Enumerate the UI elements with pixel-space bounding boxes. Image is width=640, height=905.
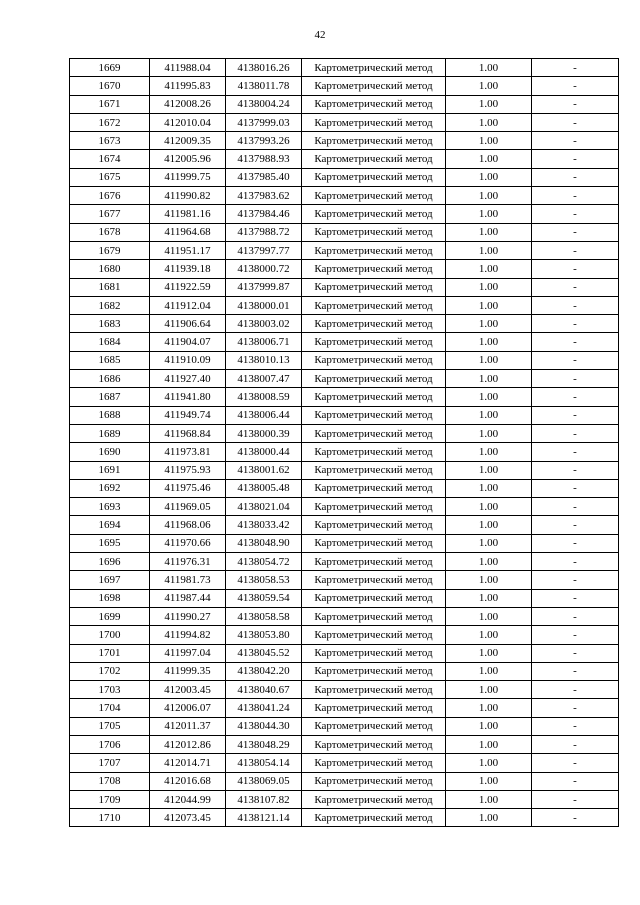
- y-coordinate-cell: 4137993.26: [226, 132, 302, 150]
- method-cell: Картометрический метод: [302, 351, 446, 369]
- x-coordinate-cell: 411981.73: [150, 571, 226, 589]
- method-cell: Картометрический метод: [302, 735, 446, 753]
- table-row: [70, 59, 619, 77]
- x-coordinate-cell: 411990.27: [150, 607, 226, 625]
- point-number-cell: 1687: [70, 388, 150, 406]
- y-coordinate-cell: 4137988.72: [226, 223, 302, 241]
- point-number-cell: 1675: [70, 168, 150, 186]
- method-cell: Картометрический метод: [302, 241, 446, 259]
- x-coordinate-cell: 411904.07: [150, 333, 226, 351]
- point-number-cell: 1693: [70, 498, 150, 516]
- note-cell: -: [532, 461, 619, 479]
- precision-cell: 1.00: [446, 296, 532, 314]
- point-number-cell: 1689: [70, 424, 150, 442]
- method-cell: Картометрический метод: [302, 315, 446, 333]
- y-coordinate-cell: 4138010.13: [226, 351, 302, 369]
- note-cell: -: [532, 351, 619, 369]
- note-cell: -: [532, 113, 619, 131]
- point-number-cell: 1705: [70, 717, 150, 735]
- precision-cell: 1.00: [446, 168, 532, 186]
- note-cell: -: [532, 278, 619, 296]
- x-coordinate-cell: 411927.40: [150, 370, 226, 388]
- table-row: [70, 241, 619, 259]
- precision-cell: 1.00: [446, 772, 532, 790]
- table-row: [70, 644, 619, 662]
- method-cell: Картометрический метод: [302, 77, 446, 95]
- note-cell: -: [532, 296, 619, 314]
- note-cell: -: [532, 424, 619, 442]
- point-number-cell: 1677: [70, 205, 150, 223]
- x-coordinate-cell: 412003.45: [150, 681, 226, 699]
- point-number-cell: 1679: [70, 241, 150, 259]
- table-row: [70, 223, 619, 241]
- y-coordinate-cell: 4138042.20: [226, 662, 302, 680]
- table-row: [70, 315, 619, 333]
- point-number-cell: 1701: [70, 644, 150, 662]
- x-coordinate-cell: 412008.26: [150, 95, 226, 113]
- table-row: [70, 351, 619, 369]
- x-coordinate-cell: 411973.81: [150, 443, 226, 461]
- note-cell: -: [532, 626, 619, 644]
- y-coordinate-cell: 4138121.14: [226, 809, 302, 827]
- method-cell: Картометрический метод: [302, 59, 446, 77]
- method-cell: Картометрический метод: [302, 406, 446, 424]
- table-row: [70, 571, 619, 589]
- note-cell: -: [532, 59, 619, 77]
- point-number-cell: 1700: [70, 626, 150, 644]
- precision-cell: 1.00: [446, 754, 532, 772]
- note-cell: -: [532, 754, 619, 772]
- x-coordinate-cell: 412012.86: [150, 735, 226, 753]
- x-coordinate-cell: 412073.45: [150, 809, 226, 827]
- precision-cell: 1.00: [446, 260, 532, 278]
- table-row: [70, 333, 619, 351]
- x-coordinate-cell: 411975.93: [150, 461, 226, 479]
- point-number-cell: 1670: [70, 77, 150, 95]
- y-coordinate-cell: 4138000.44: [226, 443, 302, 461]
- x-coordinate-cell: 411951.17: [150, 241, 226, 259]
- x-coordinate-cell: 412011.37: [150, 717, 226, 735]
- note-cell: -: [532, 571, 619, 589]
- x-coordinate-cell: 411976.31: [150, 553, 226, 571]
- y-coordinate-cell: 4138006.71: [226, 333, 302, 351]
- method-cell: Картометрический метод: [302, 333, 446, 351]
- y-coordinate-cell: 4138054.14: [226, 754, 302, 772]
- point-number-cell: 1699: [70, 607, 150, 625]
- point-number-cell: 1686: [70, 370, 150, 388]
- point-number-cell: 1672: [70, 113, 150, 131]
- note-cell: -: [532, 790, 619, 808]
- y-coordinate-cell: 4138000.72: [226, 260, 302, 278]
- note-cell: -: [532, 443, 619, 461]
- note-cell: -: [532, 77, 619, 95]
- y-coordinate-cell: 4138006.44: [226, 406, 302, 424]
- point-number-cell: 1676: [70, 187, 150, 205]
- y-coordinate-cell: 4138059.54: [226, 589, 302, 607]
- method-cell: Картометрический метод: [302, 424, 446, 442]
- table-row: [70, 589, 619, 607]
- note-cell: -: [532, 772, 619, 790]
- y-coordinate-cell: 4138000.01: [226, 296, 302, 314]
- method-cell: Картометрический метод: [302, 278, 446, 296]
- x-coordinate-cell: 411912.04: [150, 296, 226, 314]
- y-coordinate-cell: 4138004.24: [226, 95, 302, 113]
- precision-cell: 1.00: [446, 388, 532, 406]
- method-cell: Картометрический метод: [302, 223, 446, 241]
- method-cell: Картометрический метод: [302, 132, 446, 150]
- precision-cell: 1.00: [446, 241, 532, 259]
- x-coordinate-cell: 411981.16: [150, 205, 226, 223]
- table-row: [70, 626, 619, 644]
- precision-cell: 1.00: [446, 150, 532, 168]
- point-number-cell: 1684: [70, 333, 150, 351]
- method-cell: Картометрический метод: [302, 370, 446, 388]
- table-row: [70, 461, 619, 479]
- note-cell: -: [532, 735, 619, 753]
- x-coordinate-cell: 411990.82: [150, 187, 226, 205]
- coordinates-table: [69, 58, 619, 827]
- method-cell: Картометрический метод: [302, 681, 446, 699]
- point-number-cell: 1692: [70, 479, 150, 497]
- point-number-cell: 1669: [70, 59, 150, 77]
- point-number-cell: 1680: [70, 260, 150, 278]
- table-row: [70, 168, 619, 186]
- x-coordinate-cell: 412010.04: [150, 113, 226, 131]
- precision-cell: 1.00: [446, 735, 532, 753]
- note-cell: -: [532, 241, 619, 259]
- table-row: [70, 150, 619, 168]
- y-coordinate-cell: 4137984.46: [226, 205, 302, 223]
- precision-cell: 1.00: [446, 443, 532, 461]
- precision-cell: 1.00: [446, 59, 532, 77]
- method-cell: Картометрический метод: [302, 113, 446, 131]
- y-coordinate-cell: 4138048.29: [226, 735, 302, 753]
- precision-cell: 1.00: [446, 315, 532, 333]
- x-coordinate-cell: 411949.74: [150, 406, 226, 424]
- x-coordinate-cell: 412014.71: [150, 754, 226, 772]
- note-cell: -: [532, 95, 619, 113]
- x-coordinate-cell: 411968.84: [150, 424, 226, 442]
- point-number-cell: 1709: [70, 790, 150, 808]
- note-cell: -: [532, 553, 619, 571]
- x-coordinate-cell: 411995.83: [150, 77, 226, 95]
- precision-cell: 1.00: [446, 461, 532, 479]
- table-row: [70, 388, 619, 406]
- point-number-cell: 1673: [70, 132, 150, 150]
- y-coordinate-cell: 4138069.05: [226, 772, 302, 790]
- point-number-cell: 1678: [70, 223, 150, 241]
- method-cell: Картометрический метод: [302, 644, 446, 662]
- note-cell: -: [532, 644, 619, 662]
- point-number-cell: 1698: [70, 589, 150, 607]
- method-cell: Картометрический метод: [302, 699, 446, 717]
- method-cell: Картометрический метод: [302, 498, 446, 516]
- method-cell: Картометрический метод: [302, 571, 446, 589]
- table-row: [70, 516, 619, 534]
- table-row: [70, 205, 619, 223]
- table-row: [70, 662, 619, 680]
- precision-cell: 1.00: [446, 534, 532, 552]
- x-coordinate-cell: 411988.04: [150, 59, 226, 77]
- x-coordinate-cell: 411970.66: [150, 534, 226, 552]
- precision-cell: 1.00: [446, 717, 532, 735]
- precision-cell: 1.00: [446, 205, 532, 223]
- y-coordinate-cell: 4138033.42: [226, 516, 302, 534]
- x-coordinate-cell: 411941.80: [150, 388, 226, 406]
- note-cell: -: [532, 479, 619, 497]
- precision-cell: 1.00: [446, 77, 532, 95]
- x-coordinate-cell: 411969.05: [150, 498, 226, 516]
- y-coordinate-cell: 4138016.26: [226, 59, 302, 77]
- coordinates-table-body: [70, 59, 619, 827]
- method-cell: Картометрический метод: [302, 626, 446, 644]
- note-cell: -: [532, 260, 619, 278]
- table-row: [70, 77, 619, 95]
- table-row: [70, 187, 619, 205]
- note-cell: -: [532, 168, 619, 186]
- precision-cell: 1.00: [446, 187, 532, 205]
- precision-cell: 1.00: [446, 95, 532, 113]
- y-coordinate-cell: 4138058.58: [226, 607, 302, 625]
- precision-cell: 1.00: [446, 626, 532, 644]
- point-number-cell: 1688: [70, 406, 150, 424]
- point-number-cell: 1704: [70, 699, 150, 717]
- x-coordinate-cell: 411997.04: [150, 644, 226, 662]
- x-coordinate-cell: 411994.82: [150, 626, 226, 644]
- precision-cell: 1.00: [446, 370, 532, 388]
- method-cell: Картометрический метод: [302, 443, 446, 461]
- table-row: [70, 735, 619, 753]
- y-coordinate-cell: 4138041.24: [226, 699, 302, 717]
- point-number-cell: 1702: [70, 662, 150, 680]
- x-coordinate-cell: 412009.35: [150, 132, 226, 150]
- point-number-cell: 1710: [70, 809, 150, 827]
- table-row: [70, 443, 619, 461]
- table-row: [70, 790, 619, 808]
- x-coordinate-cell: 412005.96: [150, 150, 226, 168]
- method-cell: Картометрический метод: [302, 662, 446, 680]
- x-coordinate-cell: 411987.44: [150, 589, 226, 607]
- point-number-cell: 1690: [70, 443, 150, 461]
- y-coordinate-cell: 4138003.02: [226, 315, 302, 333]
- method-cell: Картометрический метод: [302, 516, 446, 534]
- note-cell: -: [532, 699, 619, 717]
- table-row: [70, 553, 619, 571]
- method-cell: Картометрический метод: [302, 553, 446, 571]
- y-coordinate-cell: 4138005.48: [226, 479, 302, 497]
- note-cell: -: [532, 388, 619, 406]
- precision-cell: 1.00: [446, 662, 532, 680]
- precision-cell: 1.00: [446, 571, 532, 589]
- y-coordinate-cell: 4138040.67: [226, 681, 302, 699]
- precision-cell: 1.00: [446, 644, 532, 662]
- y-coordinate-cell: 4137983.62: [226, 187, 302, 205]
- precision-cell: 1.00: [446, 424, 532, 442]
- y-coordinate-cell: 4138048.90: [226, 534, 302, 552]
- note-cell: -: [532, 315, 619, 333]
- table-row: [70, 424, 619, 442]
- y-coordinate-cell: 4138011.78: [226, 77, 302, 95]
- note-cell: -: [532, 333, 619, 351]
- x-coordinate-cell: 412006.07: [150, 699, 226, 717]
- y-coordinate-cell: 4138021.04: [226, 498, 302, 516]
- y-coordinate-cell: 4138001.62: [226, 461, 302, 479]
- note-cell: -: [532, 132, 619, 150]
- table-row: [70, 772, 619, 790]
- precision-cell: 1.00: [446, 516, 532, 534]
- method-cell: Картометрический метод: [302, 534, 446, 552]
- point-number-cell: 1696: [70, 553, 150, 571]
- method-cell: Картометрический метод: [302, 388, 446, 406]
- precision-cell: 1.00: [446, 553, 532, 571]
- point-number-cell: 1674: [70, 150, 150, 168]
- table-row: [70, 607, 619, 625]
- y-coordinate-cell: 4138008.59: [226, 388, 302, 406]
- table-row: [70, 132, 619, 150]
- x-coordinate-cell: 411964.68: [150, 223, 226, 241]
- point-number-cell: 1703: [70, 681, 150, 699]
- method-cell: Картометрический метод: [302, 772, 446, 790]
- method-cell: Картометрический метод: [302, 717, 446, 735]
- y-coordinate-cell: 4137997.77: [226, 241, 302, 259]
- method-cell: Картометрический метод: [302, 790, 446, 808]
- y-coordinate-cell: 4138007.47: [226, 370, 302, 388]
- method-cell: Картометрический метод: [302, 589, 446, 607]
- note-cell: -: [532, 681, 619, 699]
- table-row: [70, 113, 619, 131]
- table-row: [70, 479, 619, 497]
- x-coordinate-cell: 412044.99: [150, 790, 226, 808]
- table-row: [70, 717, 619, 735]
- point-number-cell: 1682: [70, 296, 150, 314]
- note-cell: -: [532, 187, 619, 205]
- x-coordinate-cell: 411910.09: [150, 351, 226, 369]
- precision-cell: 1.00: [446, 351, 532, 369]
- point-number-cell: 1671: [70, 95, 150, 113]
- y-coordinate-cell: 4138107.82: [226, 790, 302, 808]
- note-cell: -: [532, 534, 619, 552]
- table-row: [70, 370, 619, 388]
- point-number-cell: 1683: [70, 315, 150, 333]
- table-row: [70, 809, 619, 827]
- precision-cell: 1.00: [446, 699, 532, 717]
- note-cell: -: [532, 717, 619, 735]
- precision-cell: 1.00: [446, 132, 532, 150]
- note-cell: -: [532, 516, 619, 534]
- y-coordinate-cell: 4138045.52: [226, 644, 302, 662]
- y-coordinate-cell: 4138000.39: [226, 424, 302, 442]
- table-row: [70, 260, 619, 278]
- method-cell: Картометрический метод: [302, 809, 446, 827]
- table-row: [70, 498, 619, 516]
- method-cell: Картометрический метод: [302, 205, 446, 223]
- x-coordinate-cell: 411999.35: [150, 662, 226, 680]
- y-coordinate-cell: 4138054.72: [226, 553, 302, 571]
- y-coordinate-cell: 4138058.53: [226, 571, 302, 589]
- point-number-cell: 1694: [70, 516, 150, 534]
- page-number: 42: [314, 29, 326, 41]
- table-row: [70, 95, 619, 113]
- point-number-cell: 1706: [70, 735, 150, 753]
- y-coordinate-cell: 4138053.80: [226, 626, 302, 644]
- x-coordinate-cell: 411939.18: [150, 260, 226, 278]
- precision-cell: 1.00: [446, 790, 532, 808]
- method-cell: Картометрический метод: [302, 607, 446, 625]
- table-row: [70, 278, 619, 296]
- method-cell: Картометрический метод: [302, 754, 446, 772]
- note-cell: -: [532, 406, 619, 424]
- method-cell: Картометрический метод: [302, 296, 446, 314]
- x-coordinate-cell: 411922.59: [150, 278, 226, 296]
- precision-cell: 1.00: [446, 223, 532, 241]
- precision-cell: 1.00: [446, 278, 532, 296]
- point-number-cell: 1685: [70, 351, 150, 369]
- table-row: [70, 681, 619, 699]
- note-cell: -: [532, 607, 619, 625]
- x-coordinate-cell: 411906.64: [150, 315, 226, 333]
- table-row: [70, 406, 619, 424]
- x-coordinate-cell: 411975.46: [150, 479, 226, 497]
- note-cell: -: [532, 662, 619, 680]
- table-row: [70, 534, 619, 552]
- note-cell: -: [532, 589, 619, 607]
- precision-cell: 1.00: [446, 479, 532, 497]
- precision-cell: 1.00: [446, 333, 532, 351]
- method-cell: Картометрический метод: [302, 150, 446, 168]
- method-cell: Картометрический метод: [302, 260, 446, 278]
- point-number-cell: 1681: [70, 278, 150, 296]
- point-number-cell: 1691: [70, 461, 150, 479]
- precision-cell: 1.00: [446, 113, 532, 131]
- method-cell: Картометрический метод: [302, 187, 446, 205]
- note-cell: -: [532, 498, 619, 516]
- y-coordinate-cell: 4138044.30: [226, 717, 302, 735]
- precision-cell: 1.00: [446, 809, 532, 827]
- note-cell: -: [532, 223, 619, 241]
- note-cell: -: [532, 150, 619, 168]
- x-coordinate-cell: 412016.68: [150, 772, 226, 790]
- method-cell: Картометрический метод: [302, 479, 446, 497]
- table-row: [70, 699, 619, 717]
- table-row: [70, 296, 619, 314]
- method-cell: Картометрический метод: [302, 95, 446, 113]
- point-number-cell: 1697: [70, 571, 150, 589]
- precision-cell: 1.00: [446, 589, 532, 607]
- method-cell: Картометрический метод: [302, 461, 446, 479]
- y-coordinate-cell: 4137999.03: [226, 113, 302, 131]
- method-cell: Картометрический метод: [302, 168, 446, 186]
- y-coordinate-cell: 4137985.40: [226, 168, 302, 186]
- y-coordinate-cell: 4137999.87: [226, 278, 302, 296]
- y-coordinate-cell: 4137988.93: [226, 150, 302, 168]
- note-cell: -: [532, 205, 619, 223]
- precision-cell: 1.00: [446, 607, 532, 625]
- x-coordinate-cell: 411999.75: [150, 168, 226, 186]
- note-cell: -: [532, 809, 619, 827]
- table-row: [70, 754, 619, 772]
- point-number-cell: 1708: [70, 772, 150, 790]
- point-number-cell: 1695: [70, 534, 150, 552]
- x-coordinate-cell: 411968.06: [150, 516, 226, 534]
- point-number-cell: 1707: [70, 754, 150, 772]
- precision-cell: 1.00: [446, 406, 532, 424]
- note-cell: -: [532, 370, 619, 388]
- precision-cell: 1.00: [446, 681, 532, 699]
- precision-cell: 1.00: [446, 498, 532, 516]
